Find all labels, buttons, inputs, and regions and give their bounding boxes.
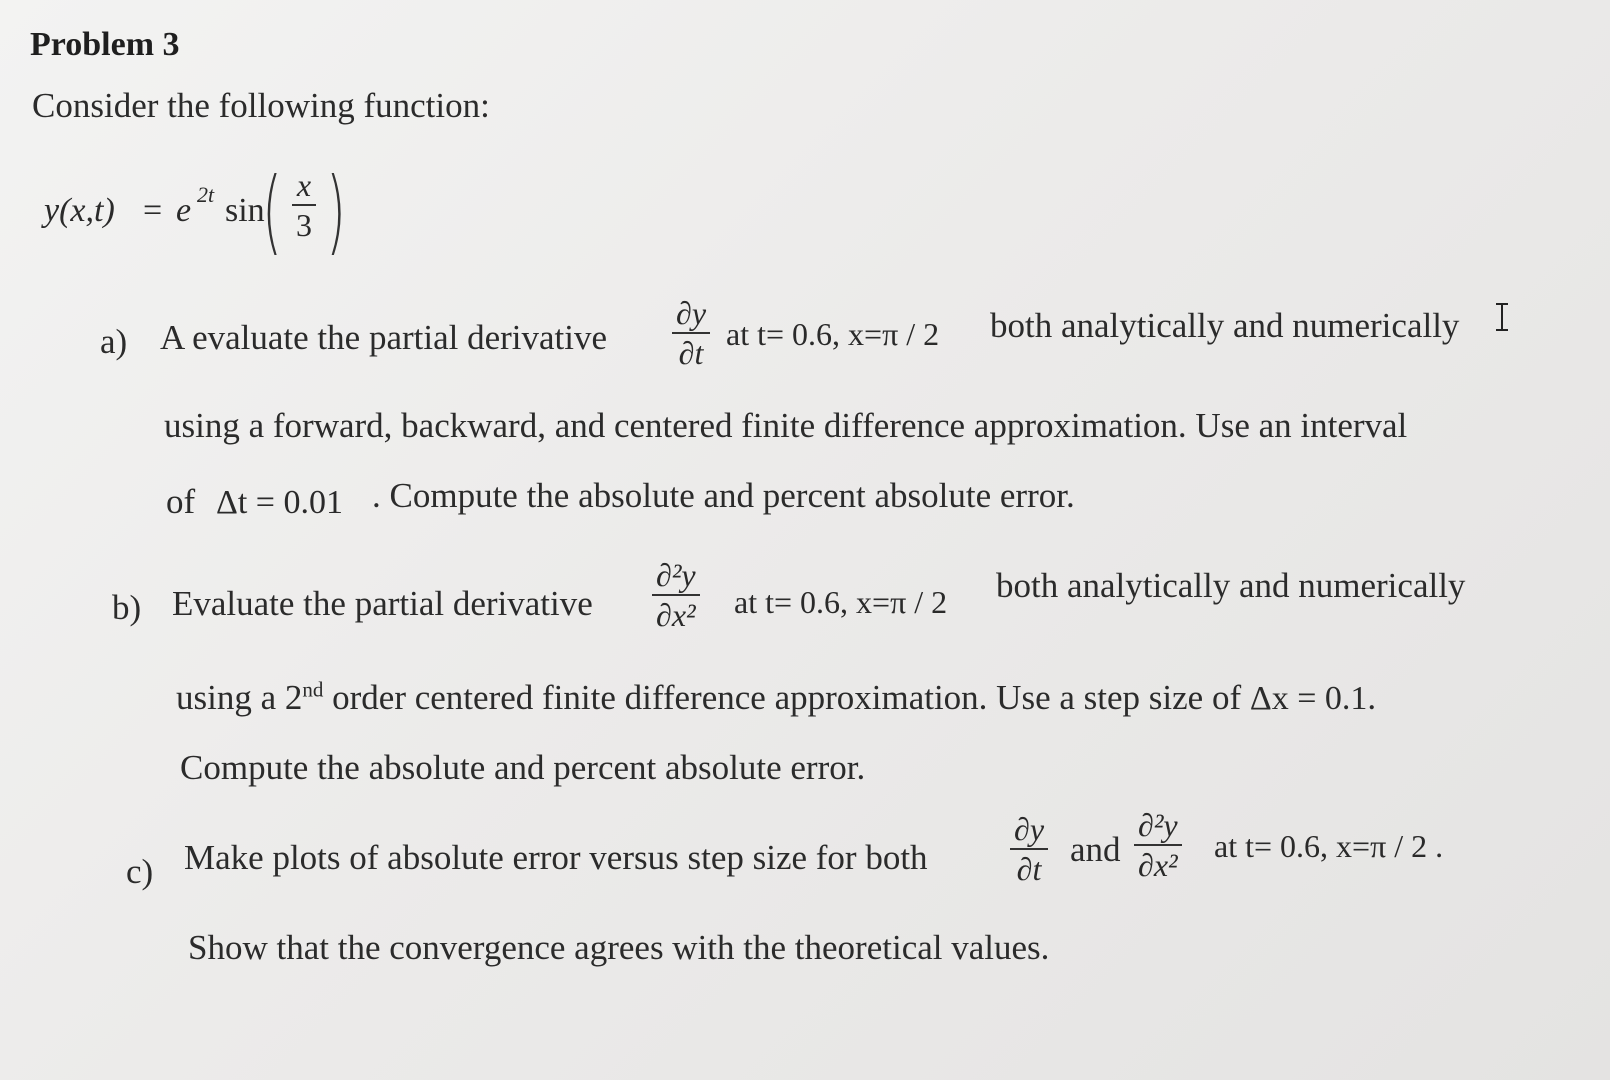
derivative-numerator: ∂y [1014,811,1045,847]
part-b-at: at t= 0.6, x=π / 2 [734,584,948,620]
part-c-intro: Make plots of absolute error versus step size for both [184,838,928,877]
part-a-analytic: both analytically and numerically [990,306,1460,345]
part-b-line-3: Compute the absolute and percent absolute error. [180,748,866,787]
part-c-at: at t= 0.6, x=π / 2 . [1214,828,1444,864]
part-b-label: b) [112,588,142,627]
intro-text: Consider the following function: [32,86,490,125]
derivative-denominator: ∂x² [656,597,696,633]
function-base: e [176,192,192,229]
part-b-intro: Evaluate the partial derivative [172,584,593,623]
fraction-numerator: x [296,167,312,203]
part-b-line-2 [176,678,1376,718]
part-c-label: c) [126,852,154,891]
ordinal-superscript: nd [302,677,324,702]
function-equals: = [143,192,163,229]
derivative-numerator: ∂²y [1138,807,1178,843]
function-exponent: 2t [197,182,215,207]
text-cursor-icon [1494,302,1510,332]
part-b-step-size: Δx = 0.1 [1249,680,1368,717]
part-a-line-3-post: . Compute the absolute and percent absolute error. [372,476,1075,515]
fraction-denominator: 3 [296,207,312,243]
derivative-bar [652,594,700,596]
part-b-line-2-end: . [1367,678,1377,717]
derivative-bar [672,332,710,334]
function-sin: sin [225,192,265,229]
derivative-bar [1010,848,1048,850]
left-paren: ( [262,158,282,265]
part-a-line-2: using a forward, backward, and centered finite difference approximation. Use an interval [164,406,1408,445]
part-a-derivative [672,296,710,370]
part-b-line-2-post: order centered finite difference approximation. Use a step size of [323,678,1242,717]
part-a-intro: A evaluate the partial derivative [160,318,608,357]
right-paren: ) [326,158,346,265]
derivative-denominator: ∂x² [1138,847,1178,883]
part-b-line-2-pre: using a 2 [176,678,303,717]
derivative-denominator: ∂t [1016,851,1042,887]
part-b-derivative [652,558,700,632]
part-c-line-2: Show that the convergence agrees with the theoretical values. [188,928,1050,967]
page-title: Problem 3 [30,26,180,63]
part-c-derivative-2 [1134,808,1182,882]
derivative-denominator: ∂t [678,335,704,371]
part-a-line-3-pre: of [166,482,196,521]
derivative-bar [1134,844,1182,846]
part-c-derivative-1 [1010,812,1048,886]
part-a-label: a) [100,322,128,361]
function-lhs: y(x,t) [44,192,115,229]
part-a-interval: Δt = 0.01 [216,484,343,521]
part-c-and: and [1070,830,1121,869]
derivative-numerator: ∂y [676,295,707,331]
part-a-at: at t= 0.6, x=π / 2 [726,316,940,352]
fraction-bar [292,204,316,206]
derivative-numerator: ∂²y [656,557,696,593]
function-fraction [292,168,316,242]
part-b-analytic: both analytically and numerically [996,566,1466,605]
